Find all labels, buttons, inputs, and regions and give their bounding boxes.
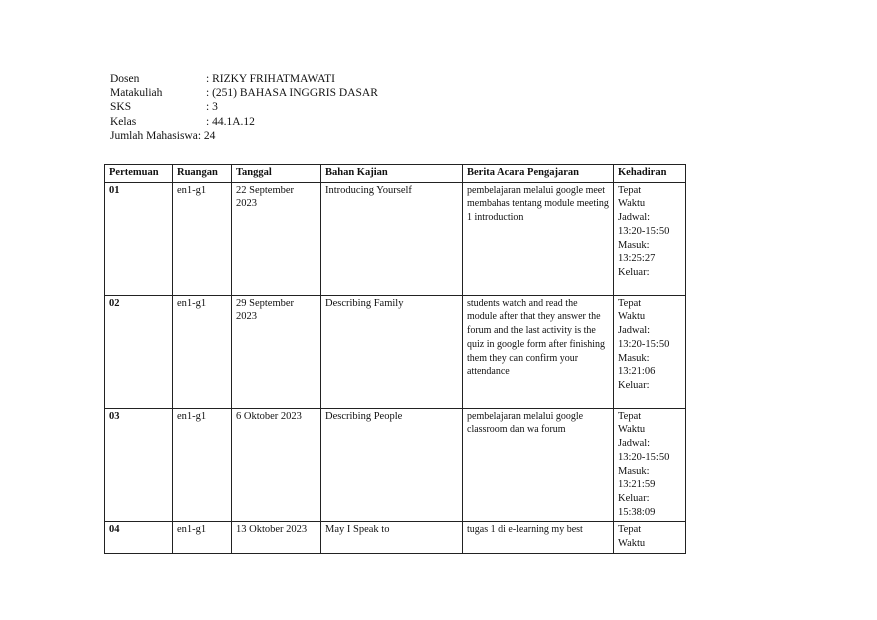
cell-ruangan: en1-g1: [173, 408, 232, 522]
table-row: [105, 408, 686, 522]
kehadiran-line: 15:38:09: [618, 506, 656, 518]
kehadiran-line: Masuk:: [618, 239, 650, 251]
course-info: [110, 72, 378, 143]
cell-kehadiran: [614, 522, 686, 553]
cell-pertemuan: 02: [105, 295, 173, 408]
table-header-row: [105, 165, 686, 183]
kehadiran-line: Tepat: [618, 524, 642, 536]
meta-sks: [110, 100, 378, 114]
header-kehadiran: Kehadiran: [614, 165, 686, 183]
table-row: [105, 182, 686, 295]
kehadiran-line: 13:21:59: [618, 479, 656, 491]
table-row: [105, 295, 686, 408]
kehadiran-line: Waktu: [618, 311, 646, 323]
kehadiran-line: 13:20-15:50: [618, 225, 670, 237]
header-berita-acara: Berita Acara Pengajaran: [463, 165, 614, 183]
cell-tanggal: 13 Oktober 2023: [232, 522, 321, 553]
kehadiran-line: 13:20-15:50: [618, 338, 670, 350]
meta-jumlah-mahasiswa: [110, 129, 378, 143]
kehadiran-line: Jadwal:: [618, 212, 651, 224]
cell-tanggal: 29 September 2023: [232, 295, 321, 408]
kehadiran-line: 13:20-15:50: [618, 451, 670, 463]
cell-pertemuan: 03: [105, 408, 173, 522]
cell-berita-acara: pembelajaran melalui google classroom dan wa forum: [463, 408, 614, 522]
cell-kehadiran: [614, 295, 686, 408]
cell-tanggal: 6 Oktober 2023: [232, 408, 321, 522]
kehadiran-line: Keluar:: [618, 266, 650, 278]
meta-value: : 24: [197, 129, 216, 142]
header-tanggal: Tanggal: [232, 165, 321, 183]
kehadiran-line: Waktu: [618, 424, 646, 436]
meta-value: : (251) BAHASA INGGRIS DASAR: [206, 87, 378, 100]
kehadiran-line: Waktu: [618, 198, 646, 210]
header-bahan-kajian: Bahan Kajian: [321, 165, 463, 183]
meta-label: Kelas: [110, 115, 137, 128]
meta-label: Jumlah Mahasiswa: [110, 129, 198, 142]
kehadiran-line: Waktu: [618, 538, 646, 550]
meta-label: Matakuliah: [110, 87, 163, 100]
cell-pertemuan: 01: [105, 182, 173, 295]
kehadiran-line: Masuk:: [618, 465, 650, 477]
kehadiran-line: Keluar:: [618, 379, 650, 391]
cell-kehadiran: [614, 182, 686, 295]
cell-berita-acara: tugas 1 di e-learning my best: [463, 522, 614, 553]
meta-matakuliah: [110, 86, 378, 100]
meta-value: : 3: [206, 101, 218, 114]
kehadiran-line: Jadwal:: [618, 438, 651, 450]
cell-ruangan: en1-g1: [173, 522, 232, 553]
meta-label: Dosen: [110, 73, 140, 85]
kehadiran-line: Tepat: [618, 410, 642, 422]
kehadiran-line: Tepat: [618, 184, 642, 196]
attendance-table: [104, 164, 686, 554]
kehadiran-line: Jadwal:: [618, 325, 651, 337]
cell-ruangan: en1-g1: [173, 182, 232, 295]
cell-tanggal: 22 September 2023: [232, 182, 321, 295]
cell-ruangan: en1-g1: [173, 295, 232, 408]
cell-pertemuan: 04: [105, 522, 173, 553]
kehadiran-line: 13:25:27: [618, 253, 656, 265]
table-row: [105, 522, 686, 553]
cell-bahan-kajian: May I Speak to: [321, 522, 463, 553]
kehadiran-line: 13:21:06: [618, 366, 656, 378]
meta-value: : RIZKY FRIHATMAWATI: [206, 73, 335, 85]
header-pertemuan: Pertemuan: [105, 165, 173, 183]
cell-bahan-kajian: Introducing Yourself: [321, 182, 463, 295]
cell-bahan-kajian: Describing People: [321, 408, 463, 522]
meta-label: SKS: [110, 101, 132, 114]
header-ruangan: Ruangan: [173, 165, 232, 183]
kehadiran-line: Keluar:: [618, 492, 650, 504]
cell-kehadiran: [614, 408, 686, 522]
meta-dosen: [110, 72, 378, 86]
cell-berita-acara: pembelajaran melalui google meet membahas tentang module meeting 1 introduction: [463, 182, 614, 295]
cell-berita-acara: students watch and read the module after that they answer the forum and the last activity is the quiz in google form after finishing them they can confirm your attendance: [463, 295, 614, 408]
cell-bahan-kajian: Describing Family: [321, 295, 463, 408]
meta-value: : 44.1A.12: [206, 115, 255, 128]
meta-kelas: [110, 115, 378, 129]
kehadiran-line: Tepat: [618, 297, 642, 309]
kehadiran-line: Masuk:: [618, 352, 650, 364]
